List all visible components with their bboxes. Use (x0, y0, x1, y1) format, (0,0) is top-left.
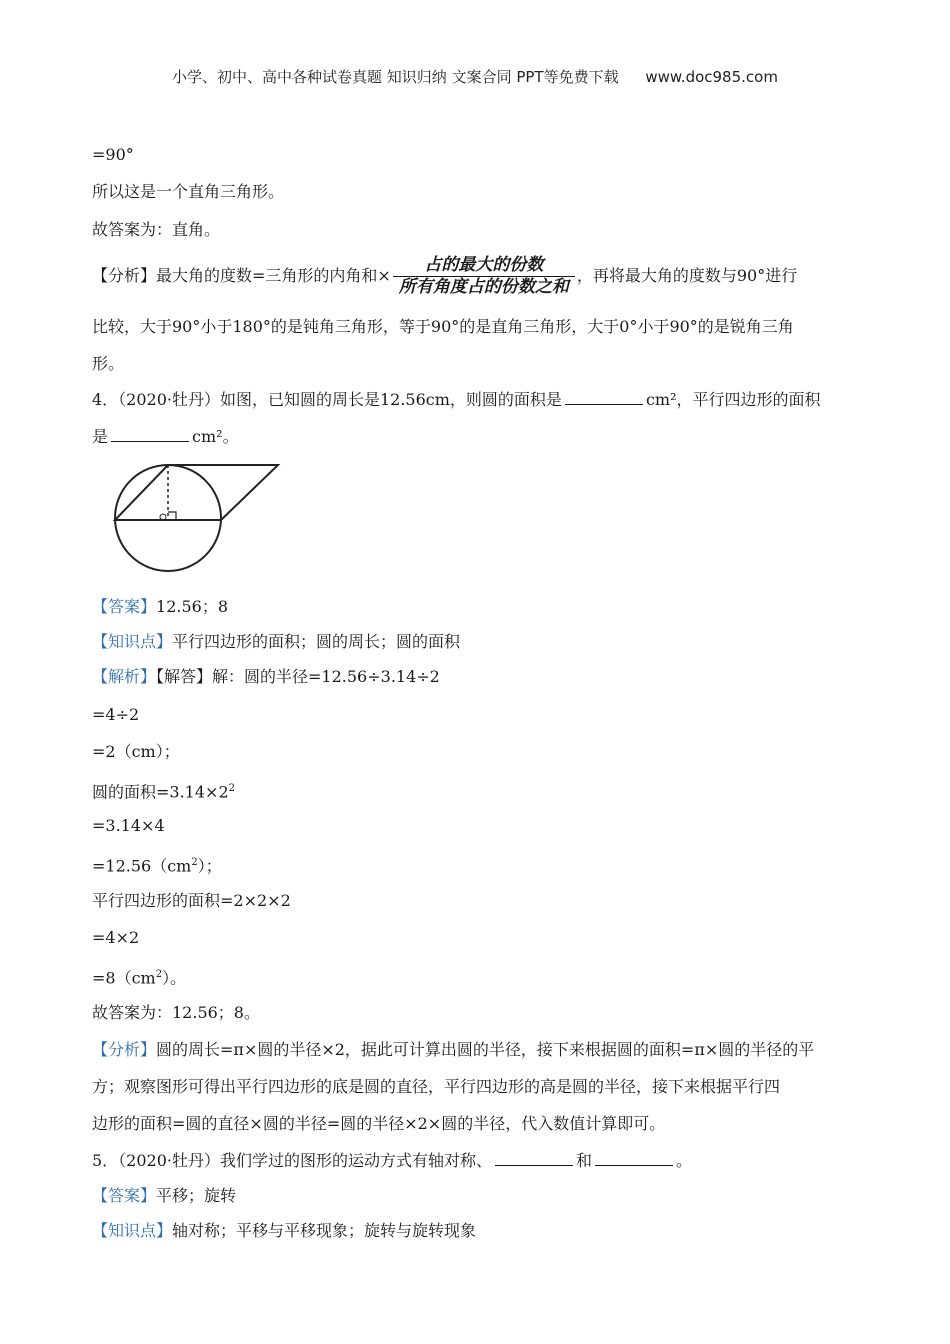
analysis-tag: 【分析】 (92, 266, 157, 285)
q4-text-c: 是 (92, 427, 109, 446)
q5-text-b: 和 (576, 1151, 593, 1170)
answer-tag: 【答案】 (92, 597, 157, 616)
conclusion-line: 所以这是一个直角三角形。 (92, 182, 285, 201)
question-5 (92, 1150, 692, 1172)
step-text: ）； (197, 856, 222, 876)
fraction-numerator: 占的最大的份数 (424, 255, 544, 275)
analysis-text: 圆的周长=π×圆的半径×2，据此可计算出圆的半径，接下来根据圆的面积=π×圆的半径的平 (156, 1040, 815, 1059)
page-header (0, 66, 950, 87)
answer-tag: 【答案】 (92, 1186, 157, 1205)
step-line: =3.14×4 (92, 816, 165, 835)
answer-line: 故答案为：12.56；8。 (92, 1003, 260, 1022)
analysis-text-post: ，再将最大角的度数与90°进行 (576, 266, 798, 285)
circle-parallelogram-figure (110, 462, 285, 582)
exponent: 2 (228, 783, 235, 794)
q4-analysis-line (92, 1039, 814, 1061)
answer-blank[interactable] (111, 426, 189, 442)
step-line (92, 964, 186, 989)
circle-shape (115, 465, 221, 571)
q4-solution-line (92, 666, 440, 688)
step-line (92, 852, 222, 877)
exponent: 2 (191, 857, 198, 868)
step-line: =2（cm）； (92, 742, 180, 761)
analysis-text: 最大角的度数=三角形的内角和× (156, 266, 391, 285)
knowledge-text: 轴对称；平移与平移现象；旋转与旋转现象 (172, 1221, 477, 1240)
step-text: =12.56（cm (92, 856, 192, 876)
answer-blank[interactable] (565, 389, 643, 405)
answer-line: 故答案为：直角。 (92, 220, 221, 239)
q4-text-a: 4．（2020·牡丹）如图，已知圆的周长是12.56cm，则圆的面积是 (92, 390, 562, 409)
header-url[interactable]: www.doc985.com (645, 68, 778, 86)
answer-text: 平移；旋转 (156, 1186, 237, 1205)
q4-analysis-line-3: 边形的面积=圆的直径×圆的半径=圆的半径×2×圆的半径，代入数值计算即可。 (92, 1114, 666, 1133)
solution-tag: 【解析】 (92, 667, 157, 686)
knowledge-tag: 【知识点】 (92, 632, 173, 651)
step-text: 圆的面积=3.14×2 (92, 782, 229, 802)
step-line: =90° (92, 145, 134, 164)
step-line: 平行四边形的面积=2×2×2 (92, 891, 291, 910)
step-line: =4÷2 (92, 705, 140, 724)
fraction (393, 255, 575, 298)
q4-answer-line (92, 596, 228, 618)
knowledge-tag: 【知识点】 (92, 1221, 173, 1240)
step-text: ）。 (162, 968, 187, 988)
answer-blank[interactable] (595, 1150, 673, 1166)
fraction-denominator: 所有角度占的份数之和 (393, 276, 575, 298)
question-4-line-2 (92, 426, 239, 448)
answer-text: 12.56；8 (156, 597, 229, 616)
q4-text-d: cm²。 (192, 427, 239, 446)
step-text: =8（cm (92, 968, 156, 988)
knowledge-text: 平行四边形的面积；圆的周长；圆的面积 (172, 632, 461, 651)
solution-text: 【解答】解：圆的半径=12.56÷3.14÷2 (156, 667, 440, 686)
analysis-line-2: 比较，大于90°小于180°的是钝角三角形，等于90°的是直角三角形，大于0°小于90°的是锐角三角 (92, 317, 794, 336)
analysis-tag: 【分析】 (92, 1040, 157, 1059)
right-angle-mark (168, 512, 176, 520)
q5-answer-line (92, 1185, 236, 1207)
q4-analysis-line-2: 方；观察图形可得出平行四边形的底是圆的直径，平行四边形的高是圆的半径，接下来根据平行四 (92, 1077, 781, 1096)
analysis-line (92, 252, 797, 300)
answer-blank[interactable] (495, 1150, 573, 1166)
exponent: 2 (155, 969, 163, 980)
q5-knowledge-line (92, 1220, 476, 1242)
header-title: 小学、初中、高中各种试卷真题 知识归纳 文案合同 PPT等免费下载 (172, 68, 619, 86)
q4-text-b: cm²，平行四边形的面积 (645, 390, 821, 409)
analysis-line-3: 形。 (92, 354, 125, 373)
question-4 (92, 389, 821, 411)
step-line: =4×2 (92, 928, 140, 947)
q4-knowledge-line (92, 631, 460, 653)
step-line (92, 778, 235, 803)
q5-text-a: 5．（2020·牡丹）我们学过的图形的运动方式有轴对称、 (92, 1151, 492, 1170)
q5-text-c: 。 (676, 1151, 693, 1170)
